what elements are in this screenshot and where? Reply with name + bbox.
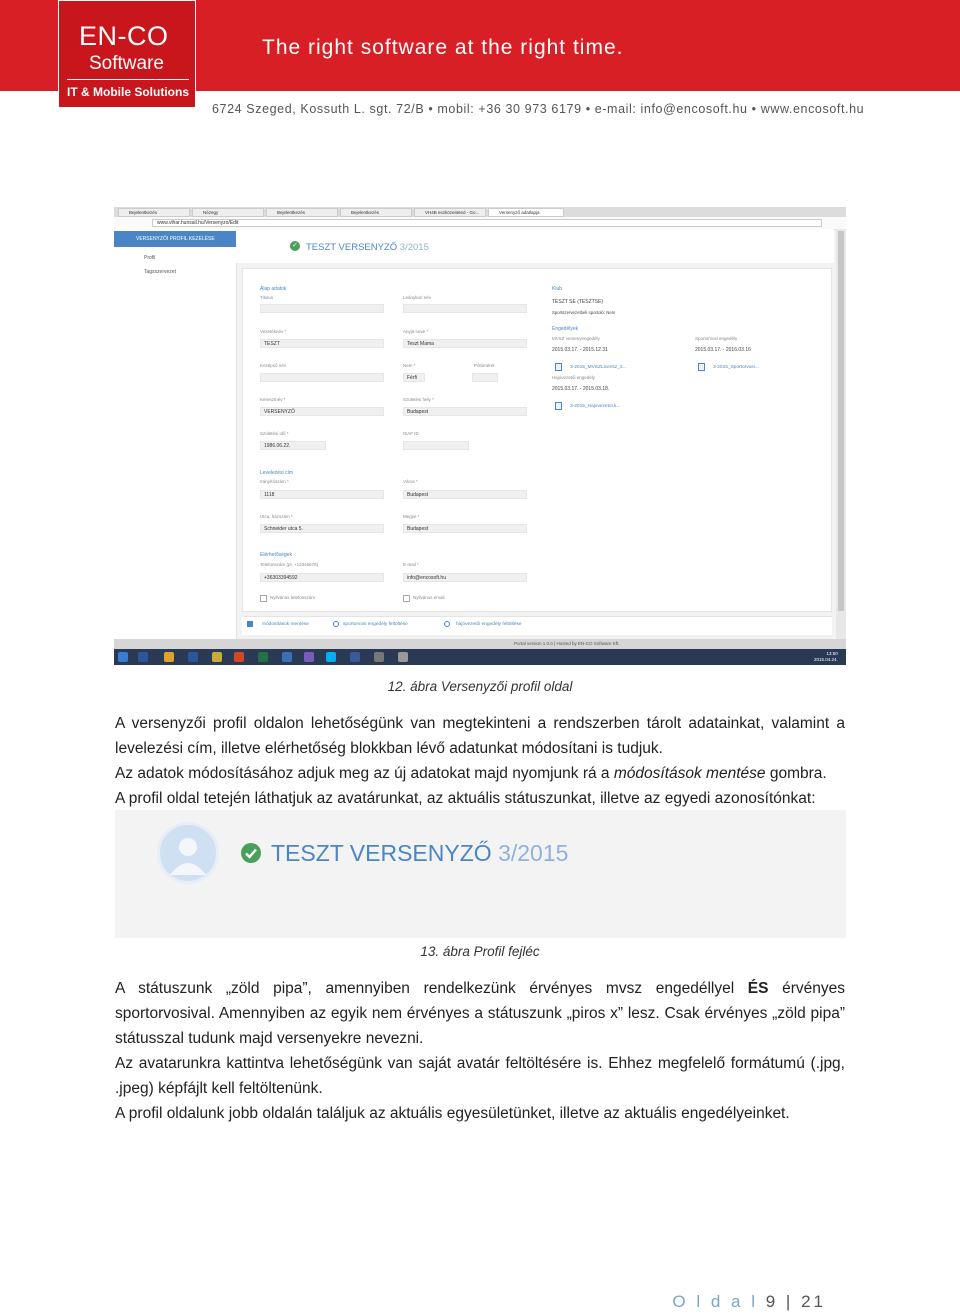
company-logo	[58, 0, 196, 108]
page-number: O l d a l 9 | 21	[672, 1292, 826, 1311]
label-isaf-id: ISAF ID	[403, 431, 419, 436]
app-icon[interactable]	[350, 652, 360, 662]
boat-license-dates: 2015.03.17. - 2015.03.18.	[552, 386, 610, 392]
paragraph-status: A státuszunk „zöld pipa”, amennyiben rendelkezünk érvényes mvsz engedéllyel ÉS érvényes sportorvosival. Amennyiben az egyik nem érvényes a státuszunk „piros x” lesz. Csak érvényes „zöld pipa” státusszal tudunk majd versenyekre nevezni.	[115, 980, 845, 1047]
label-public-phone: Nyilvános telefonszám	[270, 595, 316, 600]
public-email-checkbox[interactable]	[403, 595, 410, 602]
mother-name-input[interactable]: Teszt Mama	[403, 339, 527, 348]
label-public-email: Nyilvános email	[413, 595, 445, 600]
upload-boat-license-button[interactable]: hajóvezetői engedély feltöltése	[456, 622, 522, 627]
sidebar-item-organization[interactable]: Tagsszervezet	[144, 269, 176, 275]
label-maiden-name: Leánykori név	[403, 295, 432, 300]
app-icon[interactable]	[374, 652, 384, 662]
maiden-name-input[interactable]	[403, 304, 527, 313]
section-club: Klub	[552, 286, 563, 292]
label-titulus: Titulus	[260, 295, 274, 300]
label-shirt-size: Pólóméret	[474, 363, 495, 368]
chrome-icon[interactable]	[164, 652, 174, 662]
word-icon[interactable]	[188, 652, 198, 662]
birthdate-input[interactable]: 1986.06.22.	[260, 441, 326, 450]
powerpoint-icon[interactable]	[234, 652, 244, 662]
header-tagline: The right software at the right time.	[262, 36, 624, 59]
label-street: Utca, házszám *	[260, 514, 293, 519]
titulus-input[interactable]	[260, 304, 384, 313]
label-phone: Telefonszám (pl. +12345678)	[260, 562, 319, 567]
sport-license-dates: 2015.03.17. - 2016.03.16	[695, 347, 751, 353]
label-mvsz-license: MVSZ versenyengedély	[552, 336, 600, 341]
label-boat-license: Hajóvezetői engedély	[552, 375, 596, 380]
url-input[interactable]: www.vihar.hunsail.hu/Versenyzo/Edit	[152, 219, 822, 227]
birthplace-input[interactable]: Budapest	[403, 407, 527, 416]
sidebar-item-profile-management[interactable]: VERSENYZŐI PROFIL KEZELÉSE	[114, 231, 236, 247]
section-licenses: Engedélyek	[552, 326, 579, 332]
paragraph-header-info: A profil oldal tetején láthatjuk az avatárunkat, az aktuális státuszunkat, illetve az egyedi azonosítónkat:	[115, 790, 816, 807]
logo-sub-text: Software	[89, 53, 164, 74]
paragraph-modify: Az adatok módosításához adjuk meg az új adatokat majd nyomjunk rá a módosítások mentése gombra.	[115, 765, 827, 782]
browser-tab[interactable]: Bejelentkezés	[266, 208, 338, 217]
user-icon	[160, 825, 216, 881]
figure-13-caption: 13. ábra Profil fejléc	[420, 944, 540, 959]
logo-tag-text: IT & Mobile Solutions	[67, 85, 189, 99]
sidebar	[114, 229, 237, 639]
city-input[interactable]: Budapest	[403, 490, 527, 499]
label-gender: Nem *	[403, 363, 416, 368]
athlete-title: TESZT VERSENYZŐ 3/2015	[306, 242, 429, 253]
browser-tab[interactable]: VH4B eszközeiteted - Go...	[414, 208, 486, 217]
isaf-id-input[interactable]	[403, 441, 469, 450]
browser-tab[interactable]: Bejelentkezés	[340, 208, 412, 217]
windows-taskbar	[114, 649, 846, 665]
label-city: Város *	[403, 479, 418, 484]
avatar[interactable]	[157, 822, 219, 884]
upload-icon	[444, 621, 450, 627]
folder-icon[interactable]	[212, 652, 222, 662]
profile-header-figure	[115, 810, 846, 938]
paragraph-intro: A versenyzői profil oldalon lehetőségünk van megtekinteni a rendszerben tárolt adatainkat, valamint a levelezési cím, illetve elérhetőség blokkban lévő adatunkat módosítani is tudjuk.	[115, 715, 845, 757]
label-sport-license: Sportorvosi engedély	[695, 336, 738, 341]
first-name-input[interactable]: VERSENYZŐ	[260, 407, 384, 416]
excel-icon[interactable]	[258, 652, 268, 662]
section-contact: Elérhetőségek	[260, 552, 292, 558]
skype-icon[interactable]	[326, 652, 336, 662]
action-bar	[242, 616, 832, 635]
profile-page-screenshot	[114, 207, 846, 665]
label-middle-name: Középső név	[260, 363, 287, 368]
zip-input[interactable]: 1118	[260, 490, 384, 499]
status-bar: Portal version 1.0.0 | Hosted by EN-CO Software Kft.	[114, 639, 846, 649]
figure-12-caption: 12. ábra Versenyzői profil oldal	[387, 679, 573, 694]
app-icon[interactable]	[398, 652, 408, 662]
athlete-title: TESZT VERSENYZŐ 3/2015	[271, 840, 569, 866]
sidebar-item-profile[interactable]: Profil	[144, 255, 156, 261]
phone-input[interactable]: +36303394592	[260, 573, 384, 582]
logo-main-text: EN-CO	[79, 21, 169, 51]
document-icon	[555, 402, 562, 410]
paragraph-avatar: Az avatarunkra kattintva lehetőségünk van saját avatár feltöltésére is. Ehhez megfelelő formátumú (.jpg, .jpeg) képfájlt kell feltöltenünk.	[115, 1055, 845, 1097]
document-icon	[698, 363, 705, 371]
street-input[interactable]: Schneider utca 5.	[260, 524, 384, 533]
section-mail-address: Levelezési cím	[260, 470, 294, 476]
middle-name-input[interactable]	[260, 373, 384, 382]
viber-icon[interactable]	[304, 652, 314, 662]
outlook-icon[interactable]	[138, 652, 148, 662]
last-name-input[interactable]: TESZT	[260, 339, 384, 348]
boat-license-file-link[interactable]: 3-2015_Hajovezetoi.k...	[570, 404, 621, 409]
browser-tab[interactable]: Nézegy	[192, 208, 264, 217]
profile-form-panel	[242, 268, 832, 612]
mvsz-license-dates: 2015.03.17. - 2015.12.31	[552, 347, 608, 353]
label-birthdate: Születési idő *	[260, 431, 289, 436]
upload-sport-license-button[interactable]: sportorvosi engedély feltöltése	[343, 622, 408, 627]
label-email: E-mail *	[403, 562, 419, 567]
save-icon	[247, 621, 253, 627]
public-phone-checkbox[interactable]	[260, 595, 267, 602]
document-icon	[555, 363, 562, 371]
label-birthplace: Születési hely *	[403, 397, 434, 402]
label-county: Megye *	[403, 514, 420, 519]
browser-tab[interactable]: Bejelentkezés	[118, 208, 190, 217]
app-icon[interactable]	[282, 652, 292, 662]
paragraph-right-side: A profil oldalunk jobb oldalán találjuk az aktuális egyesületünket, illetve az aktuális engedélyeinket.	[115, 1105, 790, 1122]
scrollbar-thumb[interactable]	[838, 231, 844, 611]
browser-tab-active[interactable]: Versenyző adatlapja	[488, 208, 564, 217]
club-name: TESZT SE (TESZTSE)	[552, 299, 604, 305]
gender-select[interactable]: Férfi	[403, 373, 425, 382]
save-changes-button[interactable]: módosítások mentése	[262, 622, 309, 627]
county-input[interactable]: Budapest	[403, 524, 527, 533]
logo-divider	[67, 79, 189, 80]
taskbar-clock: 13:50 2015.04.24.	[814, 651, 838, 662]
start-icon[interactable]	[118, 652, 128, 662]
label-mother-name: Anyja neve *	[403, 329, 429, 334]
club-info: Sportszervezetbeli sportoló: Nem	[552, 310, 616, 315]
section-basic-data: Alap adatok	[260, 286, 287, 292]
header-contact: 6724 Szeged, Kossuth L. sgt. 72/B • mobil: +36 30 973 6179 • e-mail: info@encosoft.hu • www.encosoft.hu	[212, 102, 865, 116]
mvsz-license-file-link[interactable]: 3-2015_MVSZLicensz_2...	[570, 365, 627, 370]
status-check-icon	[241, 843, 261, 863]
status-check-icon: ✓	[290, 241, 300, 251]
label-zip: Irányítószám *	[260, 479, 289, 484]
label-last-name: Vezetéknév *	[260, 329, 287, 334]
shirt-size-select[interactable]	[472, 373, 498, 382]
email-input[interactable]: info@encosoft.hu	[403, 573, 527, 582]
label-first-name: Keresztnév *	[260, 397, 286, 402]
sport-license-file-link[interactable]: 3-2015_Sportorvosi...	[713, 365, 759, 370]
upload-icon	[333, 621, 339, 627]
